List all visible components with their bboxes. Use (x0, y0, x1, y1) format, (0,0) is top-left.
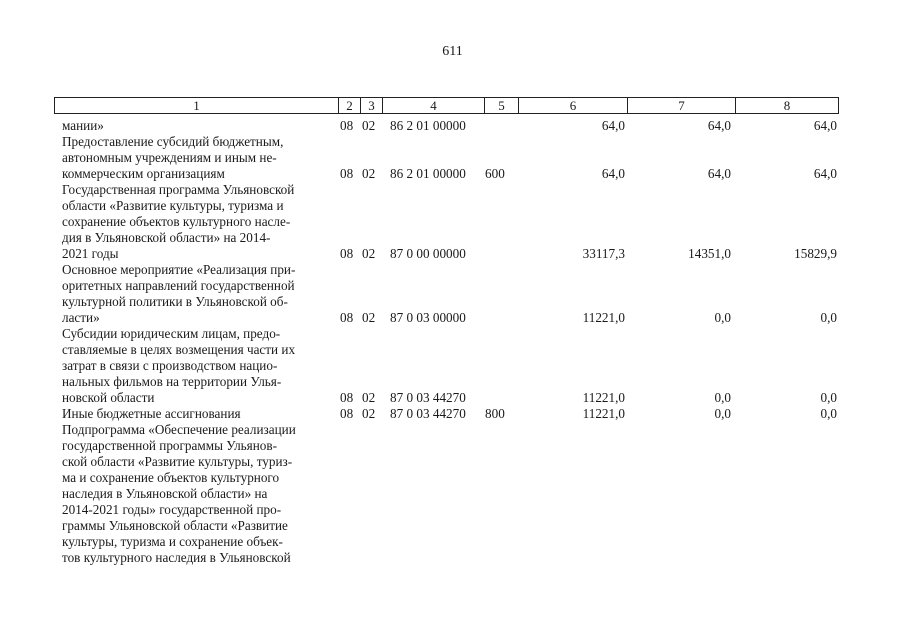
amount-col-8: 64,0 (813, 166, 837, 181)
header-col-2: 2 (339, 98, 361, 113)
amount-col-7: 64,0 (707, 166, 731, 181)
row-name-line: Предоставление субсидий бюджетным, (62, 134, 284, 149)
row-name-line: дия в Ульяновской области» на 2014- (62, 230, 271, 245)
amount-col-8: 15829,9 (794, 246, 837, 261)
amount-col-8: 0,0 (820, 406, 837, 421)
amount-col-8: 64,0 (813, 118, 837, 133)
row-name-line: новской области (62, 390, 155, 405)
row-name (62, 326, 331, 406)
row-name-line: государственной программы Ульянов- (62, 438, 278, 453)
row-name-line: мании» (62, 118, 104, 133)
table-row (0, 262, 905, 326)
row-name (62, 134, 331, 182)
target-article-code: 86 2 01 00000 (390, 118, 466, 133)
amount-col-8: 0,0 (820, 310, 837, 325)
target-article-code: 87 0 03 44270 (390, 406, 466, 421)
row-name-line: культурной политики в Ульяновской об- (62, 294, 288, 309)
amount-col-7: 0,0 (714, 310, 731, 325)
header-col-5: 5 (485, 98, 519, 113)
amount-col-7: 0,0 (714, 390, 731, 405)
header-col-3: 3 (361, 98, 383, 113)
row-name-line: Иные бюджетные ассигнования (62, 406, 241, 421)
row-name-line: 2014-2021 годы» государственной про- (62, 502, 282, 517)
amount-col-6: 33117,3 (582, 246, 625, 261)
section-code: 08 (340, 310, 354, 325)
section-code: 08 (340, 118, 354, 133)
amount-col-6: 64,0 (601, 118, 625, 133)
row-name-line: ма и сохранение объектов культурного (62, 470, 280, 485)
header-col-1: 1 (55, 98, 339, 113)
section-code: 08 (340, 406, 354, 421)
row-name-line: ставляемые в целях возмещения части их (62, 342, 296, 357)
row-name-line: 2021 годы (62, 246, 119, 261)
row-name (62, 406, 331, 422)
amount-col-6: 11221,0 (582, 390, 625, 405)
header-col-7: 7 (628, 98, 736, 113)
section-code: 08 (340, 166, 354, 181)
table-row (0, 182, 905, 262)
row-name-line: нальных фильмов на территории Улья- (62, 374, 282, 389)
row-name-line: Субсидии юридическим лицам, предо- (62, 326, 281, 341)
row-name-line: граммы Ульяновской области «Развитие (62, 518, 288, 533)
table-header (54, 97, 839, 114)
row-name-line: сохранение объектов культурного насле- (62, 214, 291, 229)
row-name (62, 262, 331, 326)
row-name-line: ласти» (62, 310, 100, 325)
section-code: 08 (340, 390, 354, 405)
row-name-line: культуры, туризма и сохранение объек- (62, 534, 283, 549)
amount-col-6: 11221,0 (582, 406, 625, 421)
header-col-6: 6 (519, 98, 628, 113)
table-row (0, 326, 905, 406)
header-col-4: 4 (383, 98, 485, 113)
subsection-code: 02 (362, 310, 376, 325)
table-row (0, 422, 905, 566)
page-number: 611 (442, 44, 463, 59)
row-name (62, 118, 331, 134)
row-name-line: тов культурного наследия в Ульяновской (62, 550, 291, 565)
table-row (0, 406, 905, 422)
amount-col-7: 14351,0 (688, 246, 731, 261)
amount-col-8: 0,0 (820, 390, 837, 405)
row-name-line: Подпрограмма «Обеспечение реализации (62, 422, 296, 437)
header-col-8: 8 (783, 98, 791, 113)
target-article-code: 86 2 01 00000 (390, 166, 466, 181)
row-name-line: области «Развитие культуры, туризма и (62, 198, 284, 213)
expense-type-code: 600 (485, 166, 505, 181)
row-name-line: Основное мероприятие «Реализация при- (62, 262, 296, 277)
row-name (62, 422, 331, 566)
table-row (0, 118, 905, 134)
target-article-code: 87 0 00 00000 (390, 246, 466, 261)
subsection-code: 02 (362, 166, 376, 181)
subsection-code: 02 (362, 246, 376, 261)
target-article-code: 87 0 03 44270 (390, 390, 466, 405)
section-code: 08 (340, 246, 354, 261)
expense-type-code: 800 (485, 406, 505, 421)
table-body (0, 118, 905, 566)
row-name-line: наследия в Ульяновской области» на (62, 486, 268, 501)
row-name-line: оритетных направлений государственной (62, 278, 295, 293)
row-name-line: Государственная программа Ульяновской (62, 182, 295, 197)
subsection-code: 02 (362, 406, 376, 421)
row-name (62, 182, 331, 262)
subsection-code: 02 (362, 118, 376, 133)
amount-col-6: 11221,0 (582, 310, 625, 325)
subsection-code: 02 (362, 390, 376, 405)
amount-col-7: 64,0 (707, 118, 731, 133)
row-name-line: затрат в связи с производством нацио- (62, 358, 278, 373)
row-name-line: ской области «Развитие культуры, туриз- (62, 454, 293, 469)
table-row (0, 134, 905, 182)
target-article-code: 87 0 03 00000 (390, 310, 466, 325)
row-name-line: коммерческим организациям (62, 166, 225, 181)
amount-col-7: 0,0 (714, 406, 731, 421)
amount-col-6: 64,0 (601, 166, 625, 181)
row-name-line: автономным учреждениям и иным не- (62, 150, 277, 165)
